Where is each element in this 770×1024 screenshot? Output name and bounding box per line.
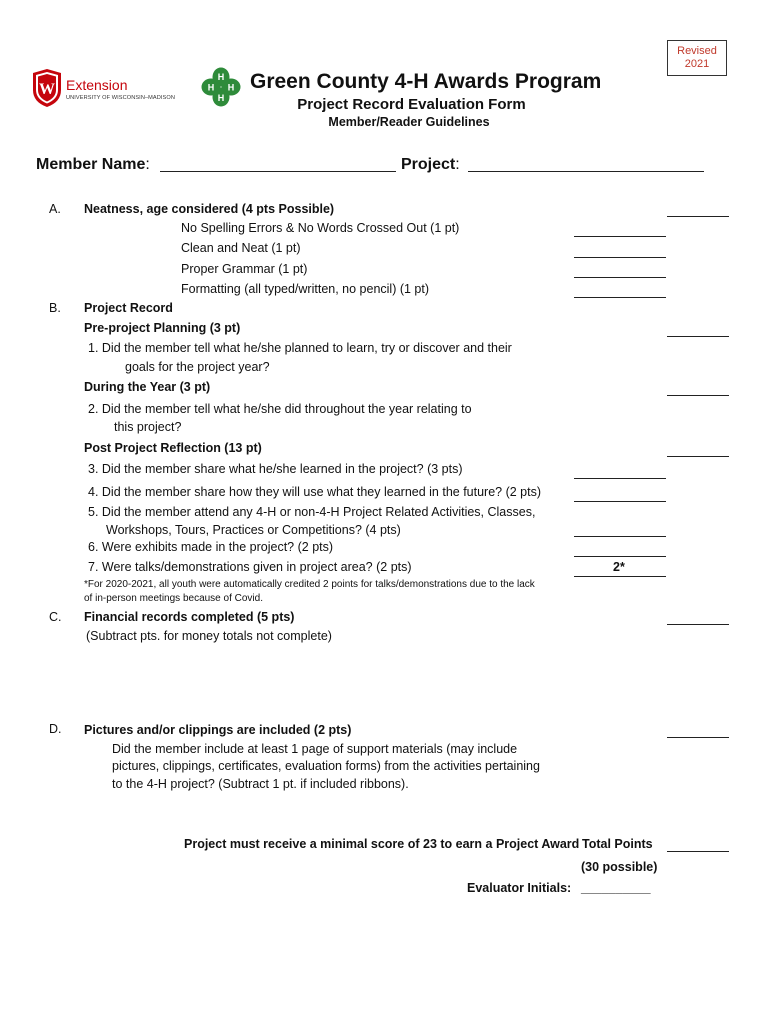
covid-note: *For 2020-2021, all youth were automatically credited 2 points for talks/demonstrations due to the lack <box>84 579 535 590</box>
section-a-item: Formatting (all typed/written, no pencil) (1 pt) <box>181 282 430 296</box>
guidelines-label: Member/Reader Guidelines <box>328 115 490 129</box>
member-name-field[interactable] <box>160 171 396 172</box>
question-2-cont: this project? <box>114 420 182 434</box>
section-d-text: pictures, clippings, certificates, evaluation forms) from the activities pertaining <box>112 759 540 773</box>
section-b-heading: Project Record <box>84 301 173 315</box>
section-d-text: Did the member include at least 1 page of support materials (may include <box>112 742 518 756</box>
section-a-letter: A. <box>49 202 61 216</box>
section-c-subtext: (Subtract pts. for money totals not complete) <box>86 629 332 643</box>
section-c-heading: Financial records completed (5 pts) <box>84 610 295 624</box>
question-5-cont: Workshops, Tours, Practices or Competitions? (4 pts) <box>106 523 401 537</box>
evaluator-initials-label: Evaluator Initials: <box>467 881 572 895</box>
question-4: 4. Did the member share how they will use what they learned in the future? (2 pts) <box>88 485 542 499</box>
section-d-text: to the 4-H project? (Subtract 1 pt. if included ribbons). <box>112 777 409 791</box>
question-7: 7. Were talks/demonstrations given in project area? (2 pts) <box>88 560 412 574</box>
section-a-item: Proper Grammar (1 pt) <box>181 262 308 276</box>
section-a-score-field[interactable] <box>667 216 729 217</box>
section-c-score-field[interactable] <box>667 624 729 625</box>
section-a-item-score-field[interactable] <box>574 297 666 298</box>
section-d-letter: D. <box>49 722 62 736</box>
project-label: Project: <box>401 156 460 173</box>
total-points-label: Total Points <box>582 837 653 851</box>
svg-text:H: H <box>217 72 225 82</box>
question-3-score-field[interactable] <box>574 478 666 479</box>
section-d-score-field[interactable] <box>667 737 729 738</box>
question-1: 1. Did the member tell what he/she planned to learn, try or discover and their <box>88 341 512 355</box>
total-possible-label: (30 possible) <box>581 860 658 874</box>
section-d-heading: Pictures and/or clippings are included (2 pts) <box>84 723 352 737</box>
form-subtitle: Project Record Evaluation Form <box>297 96 526 113</box>
section-a-item-score-field[interactable] <box>574 236 666 237</box>
pre-project-score-field[interactable] <box>667 336 729 337</box>
svg-text:H: H <box>217 93 225 103</box>
svg-text:H: H <box>227 82 235 93</box>
question-5-score-field[interactable] <box>574 536 666 537</box>
section-a-heading: Neatness, age considered (4 pts Possible) <box>84 202 335 216</box>
question-7-score: 2* <box>613 560 625 574</box>
member-name-label: Member Name: <box>36 156 150 173</box>
covid-note-cont: of in-person meetings because of Covid. <box>84 593 263 604</box>
extension-wordmark: Extension <box>66 77 128 93</box>
section-b-letter: B. <box>49 301 61 315</box>
question-6-score-field[interactable] <box>574 556 666 557</box>
question-3: 3. Did the member share what he/she learned in the project? (3 pts) <box>88 462 463 476</box>
post-reflection-score-field[interactable] <box>667 456 729 457</box>
extension-university: UNIVERSITY OF WISCONSIN–MADISON <box>66 95 175 101</box>
project-field[interactable] <box>468 171 704 172</box>
revised-year: 2021 <box>684 58 710 70</box>
question-4-score-field[interactable] <box>574 501 666 502</box>
question-1-cont: goals for the project year? <box>125 360 270 374</box>
section-a-item-score-field[interactable] <box>574 277 666 278</box>
revised-label: Revised <box>677 45 717 57</box>
minimum-score-note: Project must receive a minimal score of 23 to earn a Project Award <box>184 837 580 851</box>
question-2: 2. Did the member tell what he/she did throughout the year relating to <box>88 402 472 416</box>
pre-project-heading: Pre-project Planning (3 pt) <box>84 321 241 335</box>
total-points-field[interactable] <box>667 851 729 852</box>
section-c-letter: C. <box>49 610 62 624</box>
during-year-heading: During the Year (3 pt) <box>84 380 211 394</box>
question-6: 6. Were exhibits made in the project? (2 pts) <box>88 540 334 554</box>
question-5: 5. Did the member attend any 4-H or non-4-H Project Related Activities, Classes, <box>88 505 536 519</box>
during-year-score-field[interactable] <box>667 395 729 396</box>
section-a-item-score-field[interactable] <box>574 257 666 258</box>
post-reflection-heading: Post Project Reflection (13 pt) <box>84 441 262 455</box>
evaluator-initials-field[interactable]: __________ <box>581 881 651 895</box>
svg-text:W: W <box>39 81 55 98</box>
question-7-score-field[interactable] <box>574 576 666 577</box>
revised-box <box>667 40 727 76</box>
section-a-item: No Spelling Errors & No Words Crossed Out (1 pt) <box>181 221 460 235</box>
section-a-item: Clean and Neat (1 pt) <box>181 241 301 255</box>
svg-text:H: H <box>207 82 215 93</box>
page-title: Green County 4-H Awards Program <box>250 70 602 93</box>
